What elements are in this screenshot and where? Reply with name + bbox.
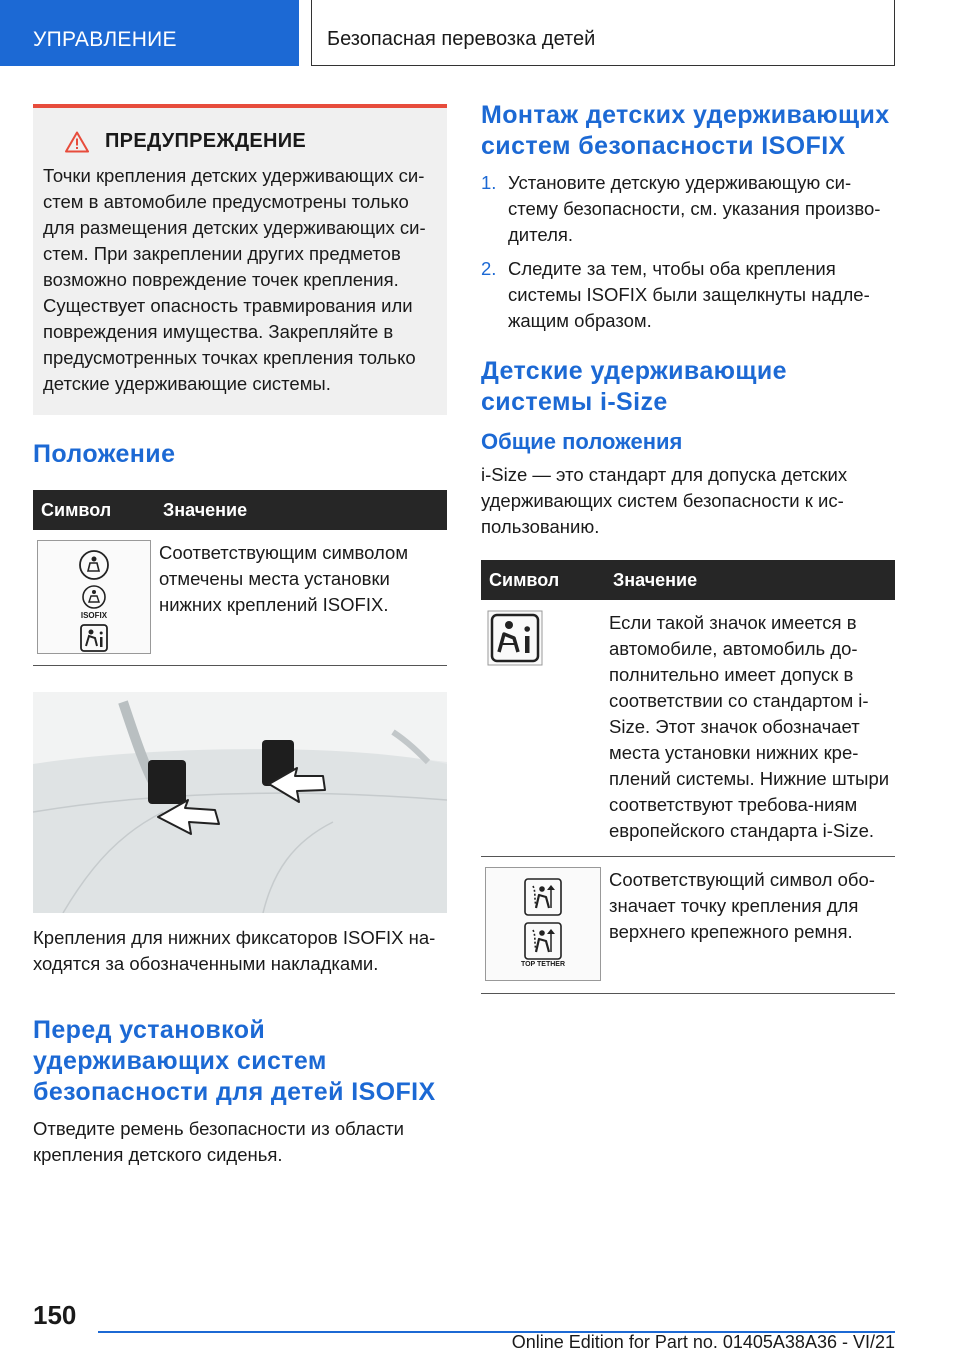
table-header-row [481, 560, 895, 600]
step-text: Установите детскую удерживающую си-стему безопасности, см. указания произво-дителя. [508, 172, 881, 245]
step-number: 1. [481, 172, 497, 193]
col-meaning-header: Значение [155, 490, 447, 530]
mounting-heading: Монтаж детских удерживающих систем безопасности ISOFIX [481, 101, 890, 160]
page-number: 150 [33, 1300, 77, 1330]
chapter-title: Безопасная перевозка детей [311, 0, 895, 66]
photo-caption: Крепления для нижних фиксаторов ISOFIX на-ходятся за обозначенными накладками. [33, 926, 436, 974]
warning-box [33, 104, 447, 415]
warning-triangle-icon [65, 131, 89, 153]
footer-edition: Online Edition for Part no. 01405A38A36 - VI/21 [511, 1332, 895, 1352]
left-column [33, 104, 447, 1168]
meaning-cell: Если такой значок имеется в автомобиле, автомобиль до-полнительно имеет допуск в соответствии со стандартом i-Size. Этот значок обозначает места установки нижних кре-плений системы. Нижние штыри соответствуют требова-ниям европейского стандарта i-Size. [605, 600, 895, 857]
section-tab: УПРАВЛЕНИЕ [0, 0, 299, 66]
isofix-symbol-frame [37, 540, 151, 654]
isofix-icon-label: ISOFIX [80, 611, 108, 620]
top-tether-icon-label: TOP TETHER [520, 961, 566, 968]
isize-subheading: Общие положения [481, 429, 683, 454]
isofix-symbol-table [33, 490, 447, 666]
symbol-cell [481, 600, 605, 857]
step-number: 2. [481, 258, 497, 279]
table-row [481, 857, 895, 994]
list-item [481, 256, 895, 334]
position-heading: Положение [33, 440, 176, 468]
rear-seat-illustration [33, 692, 447, 913]
isize-intro: i-Size — это стандарт для допуска детских удерживающих систем безопасности к ис-пользованию. [481, 464, 848, 537]
top-tether-symbol-frame [485, 867, 601, 981]
top-tether-icon [524, 922, 562, 960]
isize-heading: Детские удерживающие системы i-Size [481, 357, 787, 416]
list-item [481, 170, 895, 248]
meaning-cell: Соответствующий символ обо-значает точку крепления для верхнего крепежного ремня. [605, 857, 895, 994]
warning-title: ПРЕДУПРЕЖДЕНИЕ [105, 130, 307, 152]
before-install-heading: Перед установкой удерживающих систем безопасности для детей ISOFIX [33, 1015, 436, 1106]
table-header-row [33, 490, 447, 530]
isize-mini-icon [80, 624, 108, 652]
warning-title-row [43, 130, 433, 153]
meaning-cell: Соответствующим символом отмечены места установки нижних креплений ISOFIX. [155, 530, 447, 665]
step-text: Следите за тем, чтобы оба крепления системы ISOFIX были защелкнуты надле-жащим образом. [508, 258, 870, 331]
isize-symbol-table [481, 560, 895, 994]
top-tether-icon [524, 878, 562, 916]
child-seat-circle-icon [78, 549, 110, 581]
symbol-cell [33, 530, 155, 665]
isize-icon [487, 610, 543, 666]
before-install-text: Отведите ремень безопасности из области крепления детского сиденья. [33, 1117, 405, 1165]
right-column [481, 101, 895, 994]
table-row [33, 530, 447, 665]
col-meaning-header: Значение [605, 560, 895, 600]
warning-text: Точки крепления детских удерживающих си-стем в автомобиле предусмотрены только для размещения детских удерживающих си-стем. При закреплении других предметов возможно повреждение точек крепления. Существует опасность травмирования или повреждения имущества. Закрепляйте в предусмотренных точках крепления только детские удерживающие системы. [43, 165, 426, 394]
col-symbol-header: Символ [33, 490, 155, 530]
isofix-anchor-photo [33, 692, 447, 913]
symbol-cell [481, 857, 605, 994]
mounting-steps [481, 170, 895, 334]
col-symbol-header: Символ [481, 560, 605, 600]
table-row [481, 600, 895, 857]
child-seat-isofix-icon [78, 585, 110, 611]
